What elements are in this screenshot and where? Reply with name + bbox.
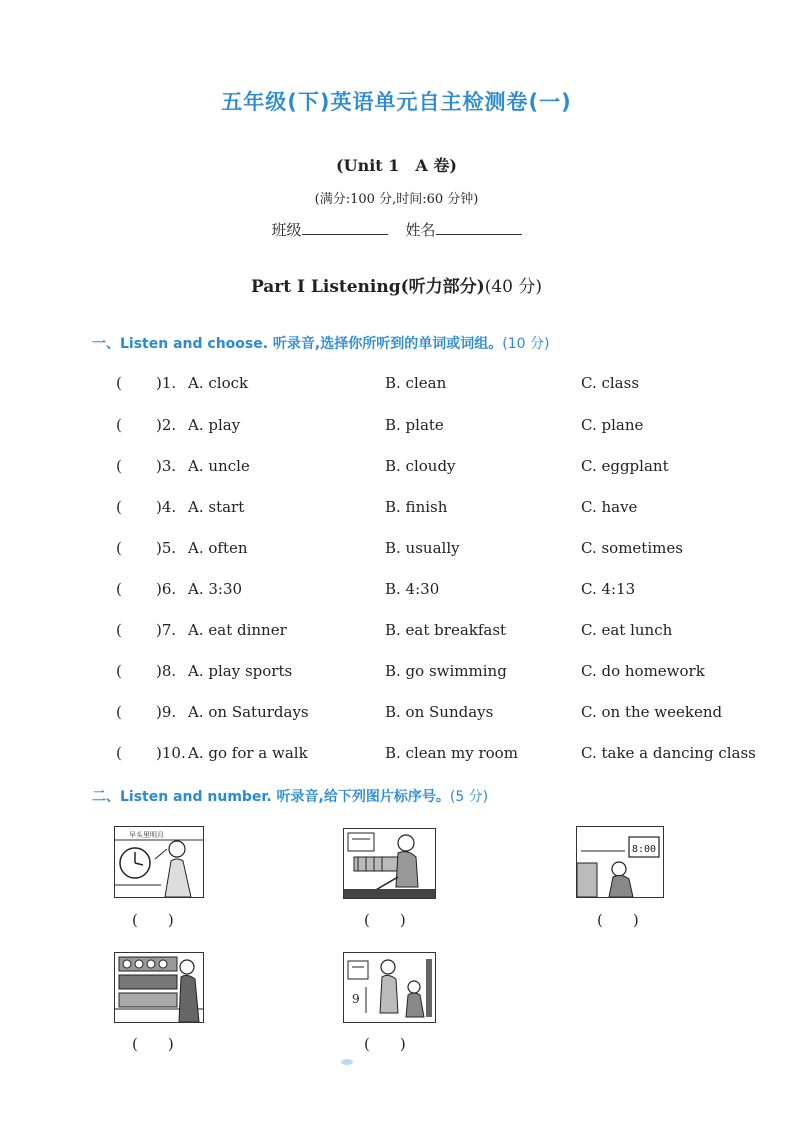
answer-paren[interactable]: (	[116, 621, 122, 639]
answer-paren[interactable]: (	[116, 580, 122, 598]
option-a: A. eat dinner	[188, 621, 287, 639]
question-number: )2.	[156, 416, 177, 434]
page-title: 五年级(下)英语单元自主检测卷(一)	[221, 90, 572, 114]
option-a: A. play	[188, 416, 241, 434]
answer-paren[interactable]: (	[116, 662, 122, 680]
section-one-title: 一、Listen and choose. 听录音,选择你所听到的单词或词组。	[92, 336, 503, 352]
question-number: )6.	[156, 580, 177, 598]
answer-blank[interactable]: ( )	[132, 911, 174, 929]
question-number: )10.	[156, 744, 186, 762]
option-c: C. take a dancing class	[581, 744, 756, 762]
picture-girl-eight-oclock	[576, 826, 664, 898]
answer-paren[interactable]: (	[116, 416, 122, 434]
answer-blank[interactable]: ( )	[597, 911, 639, 929]
option-a: A. clock	[188, 374, 249, 392]
answer-paren[interactable]: (	[116, 374, 122, 392]
question-number: )7.	[156, 621, 177, 639]
answer-paren[interactable]: (	[116, 457, 122, 475]
name-blank[interactable]	[436, 220, 522, 235]
option-b: B. go swimming	[385, 662, 507, 680]
option-b: B. on Sundays	[385, 703, 494, 721]
question-row	[116, 703, 776, 725]
question-number: )5.	[156, 539, 177, 557]
section-two-title: 二、Listen and number. 听录音,给下列图片标序号。	[92, 789, 450, 805]
decorative-mark	[340, 1050, 354, 1069]
option-c: C. plane	[581, 416, 644, 434]
option-c: C. eat lunch	[581, 621, 673, 639]
digital-clock-time: 8:00	[631, 844, 657, 855]
question-row	[116, 744, 776, 766]
option-c: C. on the weekend	[581, 703, 723, 721]
answer-blank[interactable]: ( )	[364, 1035, 406, 1053]
question-row	[116, 498, 776, 520]
option-c: C. have	[581, 498, 638, 516]
question-row	[116, 416, 776, 438]
answer-blank[interactable]: ( )	[132, 1035, 174, 1053]
option-b: B. cloudy	[385, 457, 456, 475]
option-c: C. do homework	[581, 662, 705, 680]
option-c: C. 4:13	[581, 580, 636, 598]
option-a: A. often	[188, 539, 248, 557]
score-time-note: (满分:100 分,时间:60 分钟)	[314, 192, 479, 207]
answer-paren[interactable]: (	[116, 539, 122, 557]
option-c: C. sometimes	[581, 539, 683, 557]
option-a: A. uncle	[188, 457, 250, 475]
option-b: B. clean my room	[385, 744, 518, 762]
answer-paren[interactable]: (	[116, 744, 122, 762]
option-b: B. 4:30	[385, 580, 440, 598]
picture-teacher-clock	[114, 826, 204, 898]
option-b: B. clean	[385, 374, 447, 392]
option-a: A. 3:30	[188, 580, 243, 598]
question-number: )1.	[156, 374, 177, 392]
question-row	[116, 621, 776, 643]
option-b: B. plate	[385, 416, 444, 434]
picture-eating-lunch	[114, 952, 204, 1023]
class-label: 班级	[271, 221, 302, 239]
name-label: 姓名	[405, 221, 436, 239]
option-b: B. usually	[385, 539, 460, 557]
section-one-heading	[92, 333, 549, 353]
answer-paren[interactable]: (	[116, 703, 122, 721]
picture-caption: 早头里明月	[129, 831, 164, 839]
answer-paren[interactable]: (	[116, 498, 122, 516]
part-one-heading	[0, 272, 793, 297]
answer-blank[interactable]: ( )	[364, 911, 406, 929]
class-name-line	[0, 219, 793, 240]
option-c: C. class	[581, 374, 640, 392]
question-number: )9.	[156, 703, 177, 721]
option-b: B. eat breakfast	[385, 621, 507, 639]
question-number: )4.	[156, 498, 177, 516]
part-one-points: (40 分)	[484, 277, 543, 297]
question-row	[116, 374, 776, 396]
picture-number-nine	[343, 952, 436, 1023]
part-one-title: Part Ⅰ Listening(听力部分)	[250, 277, 485, 297]
question-row	[116, 662, 776, 684]
section-two-points: (5 分)	[449, 789, 489, 805]
option-a: A. on Saturdays	[188, 703, 309, 721]
option-a: A. start	[188, 498, 245, 516]
unit-subtitle: (Unit 1 A 卷)	[336, 156, 457, 175]
option-c: C. eggplant	[581, 457, 669, 475]
question-row	[116, 580, 776, 602]
option-a: A. play sports	[188, 662, 293, 680]
picture-number: 9	[352, 992, 360, 1006]
section-one-points: (10 分)	[502, 336, 550, 352]
question-row	[116, 539, 776, 561]
question-number: )8.	[156, 662, 177, 680]
section-two-heading	[92, 786, 488, 806]
option-a: A. go for a walk	[188, 744, 308, 762]
picture-cleaning-room	[343, 828, 436, 899]
question-number: )3.	[156, 457, 177, 475]
option-b: B. finish	[385, 498, 448, 516]
question-row	[116, 457, 776, 479]
class-blank[interactable]	[302, 220, 388, 235]
